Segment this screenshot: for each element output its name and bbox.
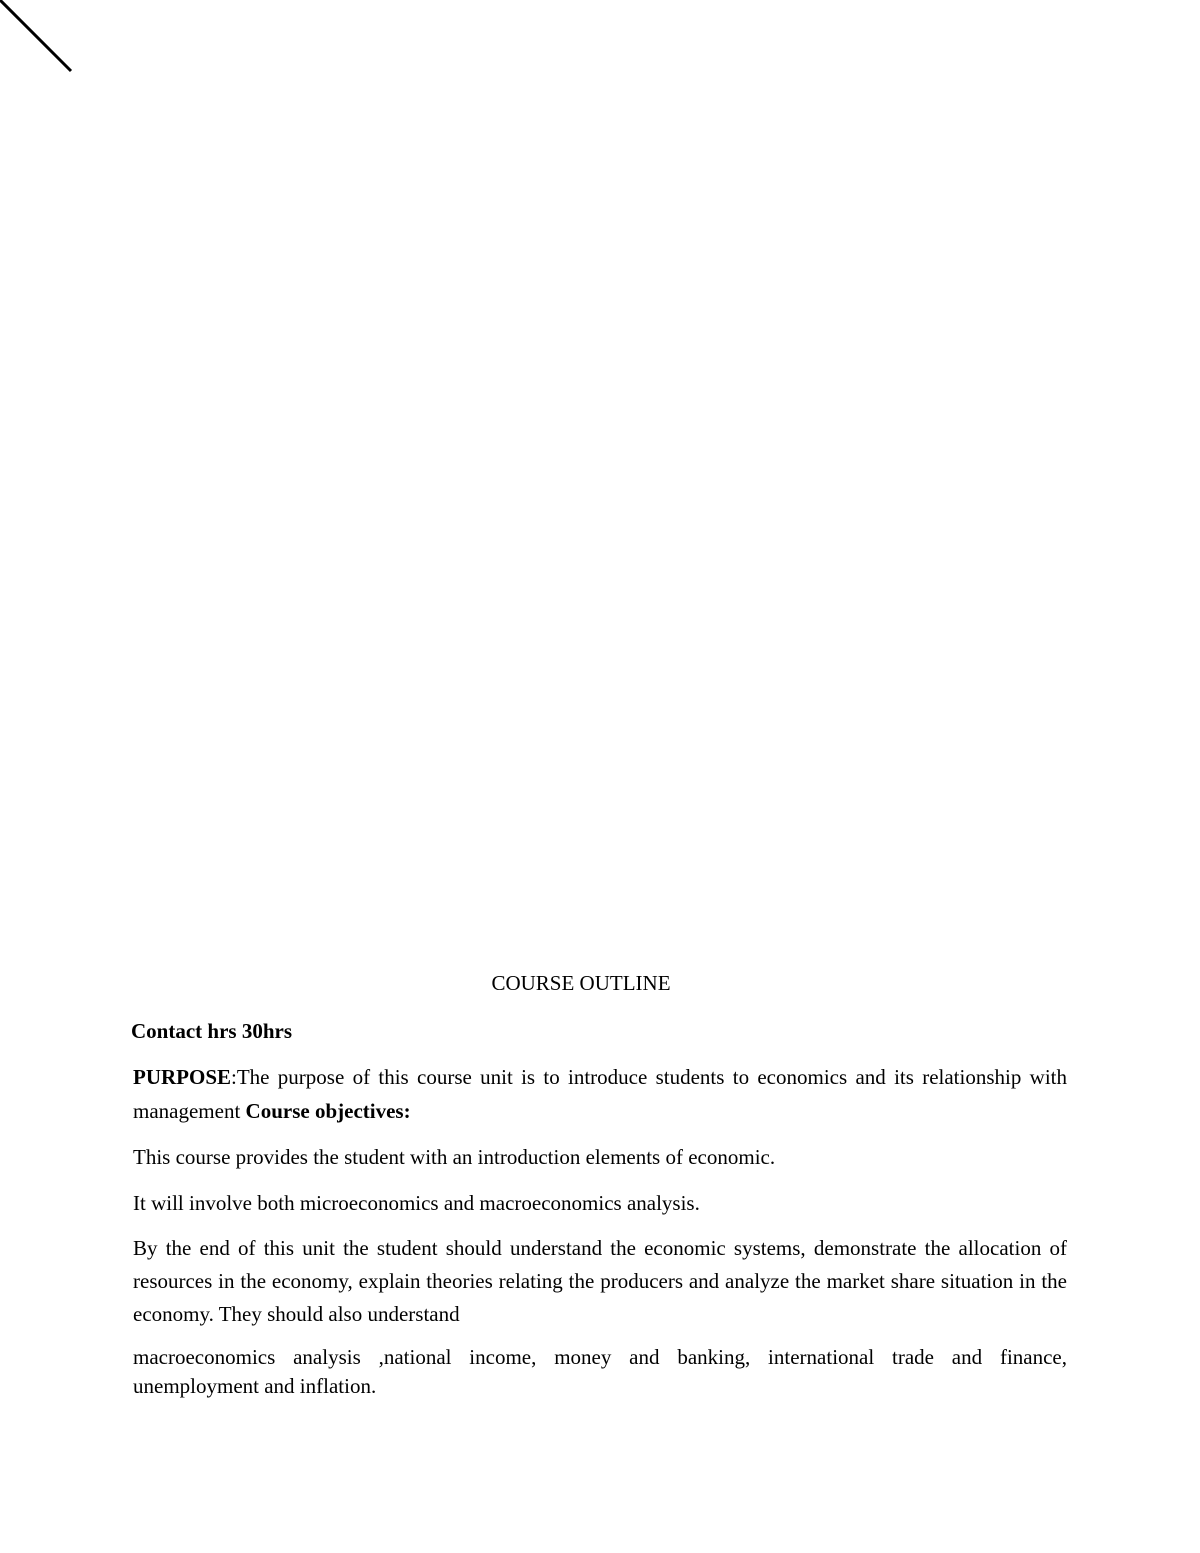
- document-title: COURSE OUTLINE: [491, 971, 671, 995]
- objective-paragraph-1: This course provides the student with an introduction elements of economic.: [133, 1145, 776, 1169]
- purpose-paragraph: [133, 1060, 1067, 1128]
- objective-paragraph-4: macroeconomics analysis ,national income, money and banking, international trade and finance, unemployment and inflation.: [133, 1345, 1067, 1398]
- corner-diagonal-line: [0, 0, 80, 80]
- document-body: [133, 968, 1067, 1413]
- contact-hours: Contact hrs 30hrs: [131, 1019, 292, 1043]
- purpose-text: :The purpose of this course unit is to introduce students to economics and its relationship with management: [133, 1065, 1067, 1123]
- purpose-label: PURPOSE: [133, 1065, 232, 1089]
- objective-paragraph-2: It will involve both microeconomics and macroeconomics analysis.: [133, 1191, 700, 1215]
- objectives-label: Course objectives:: [245, 1099, 411, 1123]
- objective-paragraph-3: By the end of this unit the student should understand the economic systems, demonstrate the allocation of resources in the economy, explain theories relating the producers and analyze the market share situation in the economy. They should also understand: [133, 1236, 1067, 1326]
